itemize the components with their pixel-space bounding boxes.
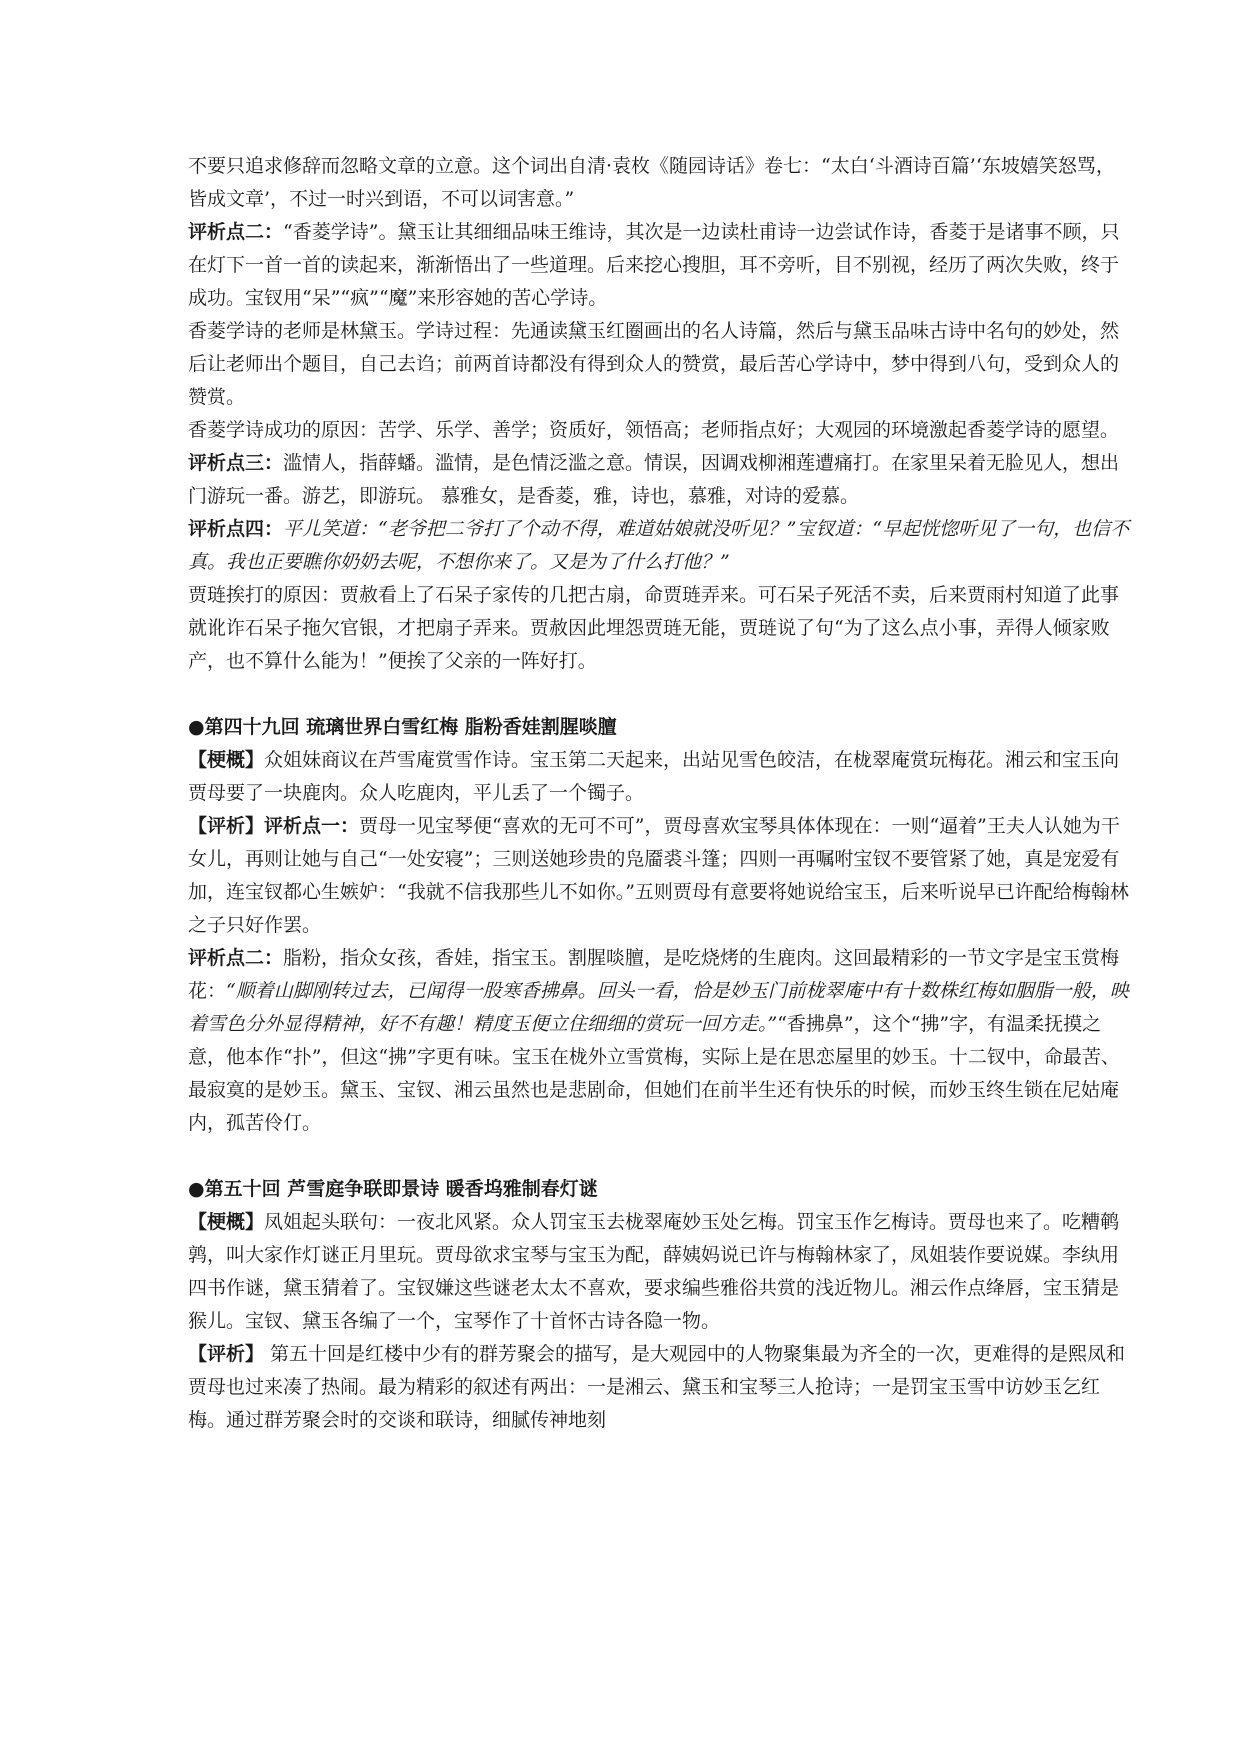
paragraph-intro: 不要只追求修辞而忽略文章的立意。这个词出自清·袁枚《随园诗话》卷七：“太白‘斗酒诗百篇’‘东坡嬉笑怒骂，皆成文章’，不过一时兴到语，不可以词害意。” xyxy=(188,155,1115,210)
paragraph-success-reasons: 香菱学诗成功的原因：苦学、乐学、善学；资质好，领悟高；老师指点好；大观园的环境激起香菱学诗的愿望。 xyxy=(188,419,1120,441)
chapter-49-review: 【评析】评析点一：贾母一见宝琴便“喜欢的无可不可”，贾母喜欢宝琴具体体现在：一则“逼着”王夫人认她为干女儿，再则让她与自己“一处安寝”；三则送她珍贵的凫靥裘斗篷；四则一再嘱咐宝钗不要管紧了她，真是宠爱有加，连宝钗都心生嫉妒：“我就不信我那些儿不如你。”五则贾母有意要将她说给宝玉，后来听说早已许配给梅翰林之子只好作罢。 xyxy=(188,815,1129,936)
point-label: 评析点二： xyxy=(188,221,284,243)
chapter-50-heading: ●第五十回 芦雪庭争联即景诗 暖香坞雅制春灯谜 xyxy=(188,1178,598,1200)
quoted-passage: 平儿笑道：“老爷把二爷打了个动不得，难道姑娘就没听见？”宝钗道：“早起恍惚听见了一句，也信不真。我也正要瞧你奶奶去呢，不想你来了。又是为了什么打他？” xyxy=(188,518,1130,573)
paragraph-point-3: 评析点三：滥情人，指薛蟠。滥情，是色情泛滥之意。情误，因调戏柳湘莲遭痛打。在家里呆着无脸见人，想出门游玩一番。游艺，即游玩。 慕雅女，是香菱，雅，诗也，慕雅，对诗的爱慕。 xyxy=(188,452,1120,507)
paragraph-jialian-reason: 贾琏挨打的原因：贾赦看上了石呆子家传的几把古扇，命贾琏弄来。可石呆子死活不卖，后来贾雨村知道了此事就讹诈石呆子拖欠官银，才把扇子弄来。贾赦因此埋怨贾琏无能，贾琏说了句“为了这么点小事，弄得人倾家败产，也不算什么能为！”便挨了父亲的一阵好打。 xyxy=(188,584,1120,672)
summary-label: 【梗概】 xyxy=(188,749,265,771)
point-label: 评析点四： xyxy=(188,518,284,540)
chapter-50-review: 【评析】 第五十回是红楼中少有的群芳聚会的描写，是大观园中的人物聚集最为齐全的一次，更难得的是熙凤和贾母也过来凑了热闹。最为精彩的叙述有两出：一是湘云、黛玉和宝琴三人抢诗；一是罚宝玉雪中访妙玉乞红梅。通过群芳聚会时的交谈和联诗，细腻传神地刻 xyxy=(188,1343,1126,1431)
quoted-passage: “顺着山脚刚转过去，已闻得一股寒香拂鼻。回头一看，恰是妙玉门前栊翠庵中有十数株红梅如胭脂一般，映着雪色分外显得精神，好不有趣！精度玉便立住细细的赏玩一回方走。” xyxy=(188,980,1129,1035)
summary-label: 【梗概】 xyxy=(188,1211,265,1233)
point-label: 评析点三： xyxy=(188,452,284,474)
chapter-49-point-2: 评析点二：脂粉，指众女孩，香娃，指宝玉。割腥啖膻，是吃烧烤的生鹿肉。这回最精彩的一节文字是宝玉赏梅花：“顺着山脚刚转过去，已闻得一股寒香拂鼻。回头一看，恰是妙玉门前栊翠庵中有十数株红梅如胭脂一般，映着雪色分外显得精神，好不有趣！精度玉便立住细细的赏玩一回方走。”“香拂鼻”，这个“拂”字，有温柔抚摸之意，他本作“扑”，但这“拂”字更有味。宝玉在栊外立雪赏梅，实际上是在思恋屋里的妙玉。十二钗中，命最苦、最寂寞的是妙玉。黛玉、宝钗、湘云虽然也是悲剧命，但她们在前半生还有快乐的时候，而妙玉终生锁在尼姑庵内，孤苦伶仃。 xyxy=(188,947,1129,1134)
chapter-50-summary: 【梗概】凤姐起头联句：一夜北风紧。众人罚宝玉去栊翠庵妙玉处乞梅。罚宝玉作乞梅诗。贾母也来了。吃糟鹌鹑，叫大家作灯谜正月里玩。贾母欲求宝琴与宝玉为配，薛姨妈说已许与梅翰林家了，凤姐装作要说媒。李纨用四书作谜，黛玉猜着了。宝钗嫌这些谜老太太不喜欢，要求编些雅俗共赏的浅近物儿。湘云作点绛唇，宝玉猜是猴儿。宝钗、黛玉各编了一个，宝琴作了十首怀古诗各隐一物。 xyxy=(188,1211,1120,1332)
paragraph-point-2: 评析点二：“香菱学诗”。黛玉让其细细品味王维诗，其次是一边读杜甫诗一边尝试作诗，香菱于是诸事不顾，只在灯下一首一首的读起来，渐渐悟出了一些道理。后来挖心搜胆，耳不旁听，目不别视，经历了两次失败，终于成功。宝钗用“呆”“疯”“魔”来形容她的苦心学诗。 xyxy=(188,221,1120,309)
review-label: 【评析】 xyxy=(188,1343,265,1365)
chapter-49-heading: ●第四十九回 琉璃世界白雪红梅 脂粉香娃割腥啖膻 xyxy=(188,716,617,738)
paragraph-teacher: 香菱学诗的老师是林黛玉。学诗过程：先通读黛玉红圈画出的名人诗篇，然后与黛玉品味古诗中名句的妙处，然后让老师出个题目，自己去诌；前两首诗都没有得到众人的赞赏，最后苦心学诗中，梦中得到八句，受到众人的赞赏。 xyxy=(188,320,1120,408)
chapter-49-summary: 【梗概】众姐妹商议在芦雪庵赏雪作诗。宝玉第二天起来，出站见雪色皎洁，在栊翠庵赏玩梅花。湘云和宝玉向贾母要了一块鹿肉。众人吃鹿肉，平儿丢了一个镯子。 xyxy=(188,749,1120,804)
paragraph-point-4 xyxy=(188,513,1131,579)
point-label: 评析点二： xyxy=(188,947,284,969)
review-label: 【评析】评析点一： xyxy=(188,815,360,837)
